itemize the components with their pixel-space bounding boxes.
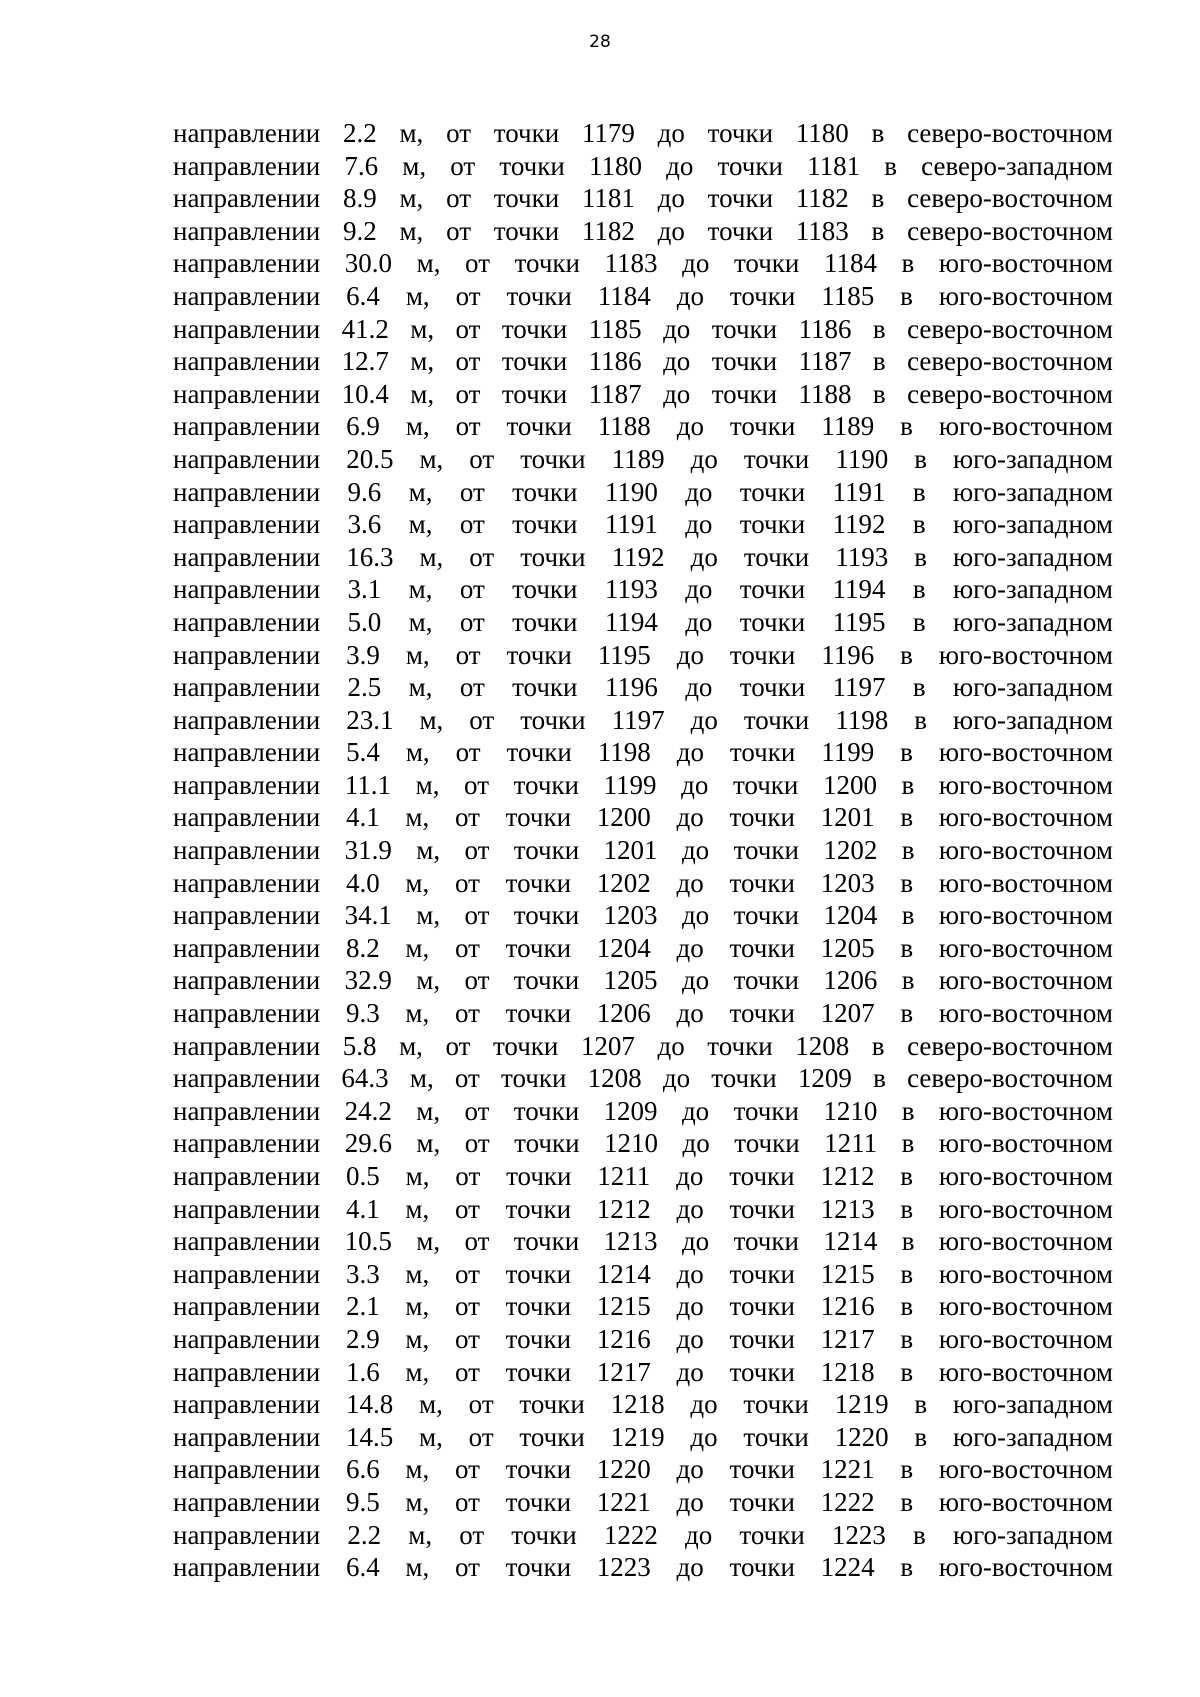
text-line: направлении 7.6 м, от точки 1180 до точки 1181 в северо-западном [173,150,1113,181]
text-line: направлении 2.5 м, от точки 1196 до точки 1197 в юго-западном [173,672,1113,703]
text-line: направлении 16.3 м, от точки 1192 до точки 1193 в юго-западном [173,541,1113,572]
text-line: направлении 32.9 м, от точки 1205 до точки 1206 в юго-восточном [173,965,1113,996]
text-line: направлении 0.5 м, от точки 1211 до точки 1212 в юго-восточном [173,1161,1113,1191]
text-line: направлении 2.9 м, от точки 1216 до точки 1217 в юго-восточном [173,1323,1113,1354]
text-line: направлении 4.1 м, от точки 1212 до точки 1213 в юго-восточном [173,1193,1113,1224]
text-line: направлении 6.6 м, от точки 1220 до точки 1221 в юго-восточном [173,1454,1113,1485]
text-line: направлении 5.8 м, от точки 1207 до точки 1208 в северо-восточном [173,1030,1113,1061]
text-line: направлении 8.9 м, от точки 1181 до точки 1182 в северо-восточном [173,183,1113,214]
text-line: направлении 14.5 м, от точки 1219 до точки 1220 в юго-западном [173,1421,1113,1452]
text-line: направлении 2.2 м, от точки 1222 до точки 1223 в юго-западном [173,1519,1113,1550]
text-line: направлении 5.0 м, от точки 1194 до точки 1195 в юго-западном [173,606,1113,637]
text-line: направлении 3.1 м, от точки 1193 до точки 1194 в юго-западном [173,574,1113,605]
text-line: направлении 30.0 м, от точки 1183 до точки 1184 в юго-восточном [173,248,1113,279]
text-line: направлении 29.6 м, от точки 1210 до точки 1211 в юго-восточном [173,1128,1113,1159]
text-line: направлении 2.2 м, от точки 1179 до точки 1180 в северо-восточном [173,118,1113,148]
text-line: направлении 64.3 м, от точки 1208 до точки 1209 в северо-восточном [173,1063,1113,1094]
text-line: направлении 9.2 м, от точки 1182 до точки 1183 в северо-восточном [173,215,1113,246]
text-line: направлении 9.5 м, от точки 1221 до точки 1222 в юго-восточном [173,1486,1113,1517]
text-line: направлении 14.8 м, от точки 1218 до точки 1219 в юго-западном [173,1389,1113,1420]
text-line: направлении 12.7 м, от точки 1186 до точки 1187 в северо-восточном [173,346,1113,377]
text-line: направлении 24.2 м, от точки 1209 до точки 1210 в юго-восточном [173,1095,1113,1126]
text-line: направлении 11.1 м, от точки 1199 до точки 1200 в юго-восточном [173,769,1113,800]
text-line: направлении 23.1 м, от точки 1197 до точки 1198 в юго-западном [173,704,1113,735]
text-line: направлении 8.2 м, от точки 1204 до точки 1205 в юго-восточном [173,932,1113,963]
text-line: направлении 3.3 м, от точки 1214 до точки 1215 в юго-восточном [173,1258,1113,1289]
text-line: направлении 9.6 м, от точки 1190 до точки 1191 в юго-западном [173,476,1113,507]
page-number: 28 [589,32,611,52]
text-line: направлении 20.5 м, от точки 1189 до точки 1190 в юго-западном [173,443,1113,474]
text-line: направлении 2.1 м, от точки 1215 до точки 1216 в юго-восточном [173,1291,1113,1322]
text-line: направлении 1.6 м, от точки 1217 до точки 1218 в юго-восточном [173,1356,1113,1387]
text-line: направлении 5.4 м, от точки 1198 до точки 1199 в юго-восточном [173,737,1113,768]
text-line: направлении 4.1 м, от точки 1200 до точки 1201 в юго-восточном [173,802,1113,833]
text-line: направлении 31.9 м, от точки 1201 до точки 1202 в юго-восточном [173,835,1113,866]
text-line: направлении 10.5 м, от точки 1213 до точки 1214 в юго-восточном [173,1226,1113,1257]
text-line: направлении 34.1 м, от точки 1203 до точки 1204 в юго-восточном [173,900,1113,931]
text-line: направлении 10.4 м, от точки 1187 до точки 1188 в северо-восточном [173,378,1113,409]
text-line: направлении 3.9 м, от точки 1195 до точки 1196 в юго-восточном [173,639,1113,670]
text-line: направлении 41.2 м, от точки 1185 до точки 1186 в северо-восточном [173,313,1113,344]
text-line: направлении 6.4 м, от точки 1223 до точки 1224 в юго-восточном [173,1552,1113,1583]
text-line: направлении 3.6 м, от точки 1191 до точки 1192 в юго-западном [173,509,1113,540]
document-body [173,117,1113,1584]
text-line: направлении 6.4 м, от точки 1184 до точки 1185 в юго-восточном [173,280,1113,311]
text-line: направлении 6.9 м, от точки 1188 до точки 1189 в юго-восточном [173,411,1113,442]
text-line: направлении 4.0 м, от точки 1202 до точки 1203 в юго-восточном [173,867,1113,898]
text-line: направлении 9.3 м, от точки 1206 до точки 1207 в юго-восточном [173,998,1113,1029]
